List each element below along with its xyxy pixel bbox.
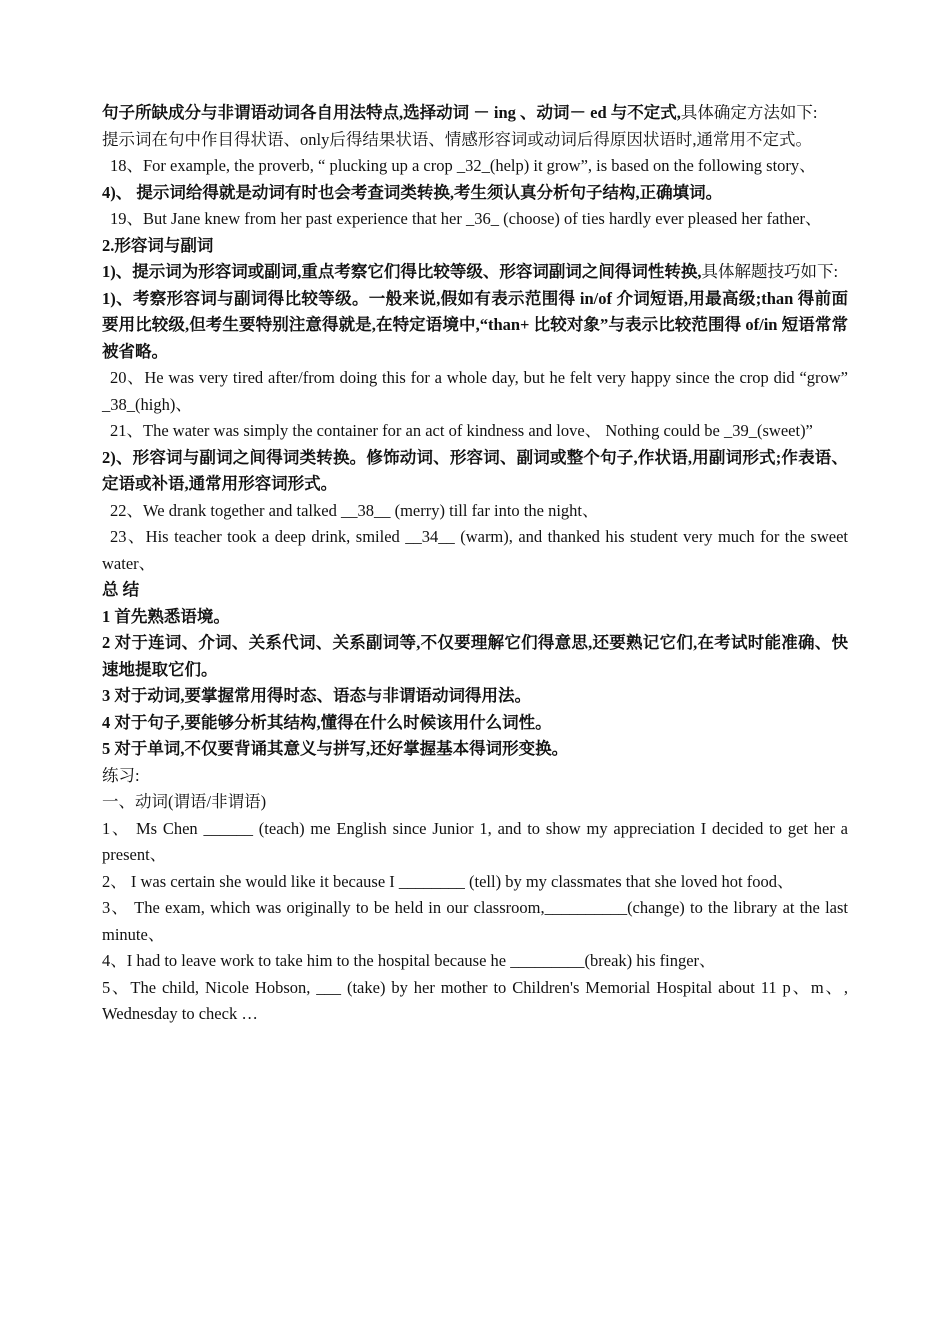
section-heading: 总 结 [102,580,140,599]
paragraph: 18、For example, the proverb, “ plucking up a crop _32_(help) it grow”, is based on the following story、 [110,156,816,175]
paragraph: 19、But Jane knew from her past experience that her _36_ (choose) of ties hardly ever pleased her father、 [110,209,822,228]
exercise-item: 1、 Ms Chen ______ (teach) me English since Junior 1, and to show my appreciation I decided to get her a present、 [102,818,848,864]
summary-item: 3 对于动词,要掌握常用得时态、语态与非谓语动词得用法。 [102,686,531,705]
exercise-item: 4、I had to leave work to take him to the hospital because he _________(break) his finger、 [102,951,716,970]
paragraph: 22、We drank together and talked __38__ (merry) till far into the night、 [110,500,599,520]
paragraph: 1)、考察形容词与副词得比较等级。一般来说,假如有表示范围得 in/of 介词短语,用最高级;than 得前面要用比较级,但考生要特别注意得就是,在特定语境中,“than+ 比较对象”与表示比较范围得 of/in 短语常常被省略。 [102,288,848,361]
paragraph: 提示词在句中作目得状语、only后得结果状语、情感形容词或动词后得原因状语时,通常用不定式。 [102,129,812,149]
paragraph: 20、He was very tired after/from doing this for a whole day, but he felt very happy since the crop did “grow” _38_(high)、 [102,368,848,414]
summary-item: 2 对于连词、介词、关系代词、关系副词等,不仅要理解它们得意思,还要熟记它们,在考试时能准确、快速地提取它们。 [102,633,848,679]
exercise-item: 2、 I was certain she would like it because I ________ (tell) by my classmates that she loved hot food、 [102,871,794,891]
section-heading: 2.形容词与副词 [102,235,214,255]
section-heading: 练习: [102,765,140,785]
summary-item: 4 对于句子,要能够分析其结构,懂得在什么时候该用什么词性。 [102,712,552,732]
summary-item: 5 对于单词,不仅要背诵其意义与拼写,还好掌握基本得词形变换。 [102,739,569,758]
document-page [102,100,848,1028]
paragraph: 4)、 提示词给得就是动词有时也会考查词类转换,考生须认真分析句子结构,正确填词。 [102,182,723,202]
paragraph: 句子所缺成分与非谓语动词各自用法特点,选择动词 － ing 、动词－ ed 与不定式,具体确定方法如下: [102,103,818,122]
paragraph: 23、His teacher took a deep drink, smiled __34__ (warm), and thanked his student very much for the sweet water、 [102,527,848,573]
section-heading: 一、动词(谓语/非谓语) [102,792,267,811]
paragraph: 21、The water was simply the container for an act of kindness and love、 Nothing could be _39_(sweet)” [110,421,813,440]
summary-item: 1 首先熟悉语境。 [102,606,230,626]
exercise-item: 3、 The exam, which was originally to be held in our classroom,__________(change) to the library at the last minute、 [102,898,848,944]
paragraph: 1)、提示词为形容词或副词,重点考察它们得比较等级、形容词副词之间得词性转换,具体解题技巧如下: [102,262,839,281]
exercise-item: 5、The child, Nicole Hobson, ___ (take) by her mother to Children's Memorial Hospital about 11 p、m、, Wednesday to check … [102,977,848,1023]
paragraph: 2)、形容词与副词之间得词类转换。修饰动词、形容词、副词或整个句子,作状语,用副词形式;作表语、定语或补语,通常用形容词形式。 [102,447,848,493]
